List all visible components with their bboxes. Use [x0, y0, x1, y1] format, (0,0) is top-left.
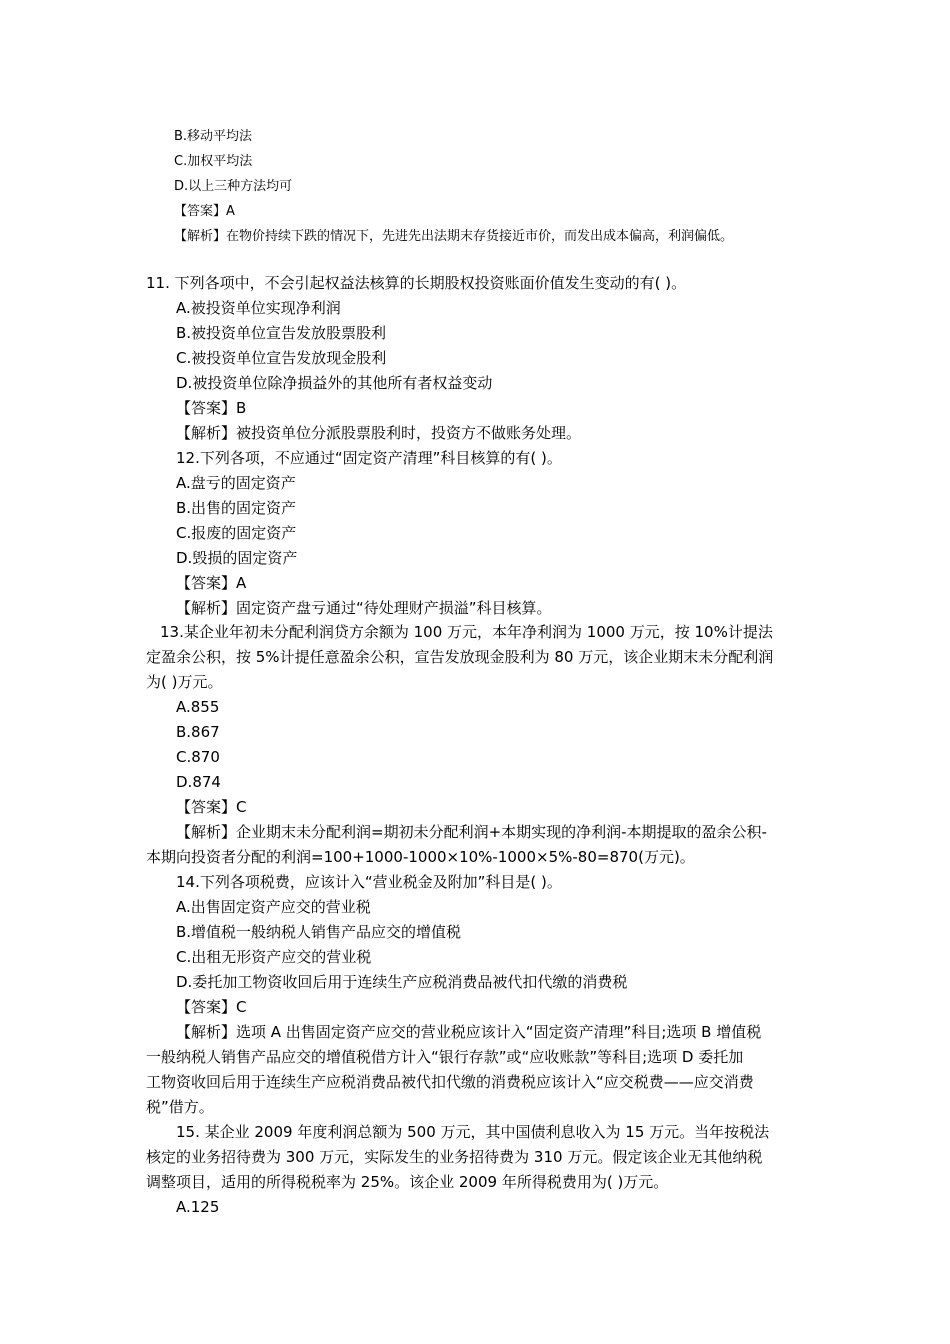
question-13-stem-line-1: 13.某企业年初未分配利润贷方余额为 100 万元，本年净利润为 1000 万元，按 10%计提法: [160, 623, 773, 641]
question-12-stem: 12.下列各项，不应通过“固定资产清理”科目核算的有( )。: [176, 449, 562, 467]
question-11-answer: 【答案】B: [176, 399, 247, 417]
question-14-stem: 14.下列各项税费，应该计入“营业税金及附加”科目是( )。: [176, 873, 562, 891]
question-11-option-a: A.被投资单位实现净利润: [176, 299, 341, 317]
question-14-analysis-line-2: 一般纳税人销售产品应交的增值税借方计入“银行存款”或“应收账款”等科目;选项 D 委托加: [146, 1048, 744, 1066]
question-12-option-a: A.盘亏的固定资产: [176, 474, 296, 492]
question-13-analysis-line-2: 本期向投资者分配的利润=100+1000-1000×10%-1000×5%-80=870(万元)。: [146, 848, 695, 866]
question-14-analysis-line-3: 工物资收回后用于连续生产应税消费品被代扣代缴的消费税应该计入“应交税费——应交消费: [146, 1073, 754, 1091]
question-14-option-b: B.增值税一般纳税人销售产品应交的增值税: [176, 923, 462, 941]
question-12-option-b: B.出售的固定资产: [176, 499, 297, 517]
question-15-stem-line-2: 核定的业务招待费为 300 万元，实际发生的业务招待费为 310 万元。假定该企业无其他纳税: [146, 1148, 763, 1166]
question-13-option-c: C.870: [176, 748, 220, 766]
question-14-option-c: C.出租无形资产应交的营业税: [176, 948, 372, 966]
question-14-analysis-line-1: 【解析】选项 A 出售固定资产应交的营业税应该计入“固定资产清理”科目;选项 B 增值税: [176, 1023, 762, 1041]
question-11-option-c: C.被投资单位宣告发放现金股利: [176, 349, 387, 367]
question-12-option-d: D.毁损的固定资产: [176, 549, 298, 567]
prev-option-b: B.移动平均法: [174, 129, 253, 144]
question-11-stem: 11. 下列各项中，不会引起权益法核算的长期股权投资账面价值发生变动的有( )。: [146, 274, 687, 292]
question-13-stem-line-3: 为( )万元。: [146, 673, 223, 691]
question-13-answer: 【答案】C: [176, 798, 247, 816]
question-13-stem-line-2: 定盈余公积，按 5%计提任意盈余公积，宣告发放现金股利为 80 万元，该企业期末未分配利润: [146, 648, 774, 666]
prev-answer: 【答案】A: [174, 204, 235, 219]
question-15-stem-line-1: 15. 某企业 2009 年度利润总额为 500 万元，其中国债利息收入为 15 万元。当年按税法: [176, 1123, 770, 1141]
question-13-analysis-line-1: 【解析】企业期末未分配利润=期初未分配利润+本期实现的净利润-本期提取的盈余公积-: [176, 823, 767, 841]
prev-option-c: C.加权平均法: [174, 154, 253, 169]
question-13-option-d: D.874: [176, 773, 221, 791]
question-12-answer: 【答案】A: [176, 574, 247, 592]
question-14-answer: 【答案】C: [176, 998, 247, 1016]
question-12-analysis: 【解析】固定资产盘亏通过“待处理财产损溢”科目核算。: [176, 599, 552, 617]
question-13-option-b: B.867: [176, 723, 220, 741]
question-11-option-d: D.被投资单位除净损益外的其他所有者权益变动: [176, 374, 493, 392]
question-12-option-c: C.报废的固定资产: [176, 524, 297, 542]
prev-analysis: 【解析】在物价持续下跌的情况下，先进先出法期末存货接近市价，而发出成本偏高，利润偏低。: [174, 229, 734, 244]
question-14-option-d: D.委托加工物资收回后用于连续生产应税消费品被代扣代缴的消费税: [176, 973, 628, 991]
question-11-option-b: B.被投资单位宣告发放股票股利: [176, 324, 387, 342]
prev-option-d: D.以上三种方法均可: [174, 179, 293, 194]
question-13-option-a: A.855: [176, 698, 220, 716]
question-15-option-a: A.125: [176, 1198, 220, 1216]
question-14-option-a: A.出售固定资产应交的营业税: [176, 898, 371, 916]
question-15-stem-line-3: 调整项目，适用的所得税税率为 25%。该企业 2009 年所得税费用为( )万元。: [146, 1173, 669, 1191]
question-11-analysis: 【解析】被投资单位分派股票股利时，投资方不做账务处理。: [176, 424, 582, 442]
question-14-analysis-line-4: 税”借方。: [146, 1098, 214, 1116]
